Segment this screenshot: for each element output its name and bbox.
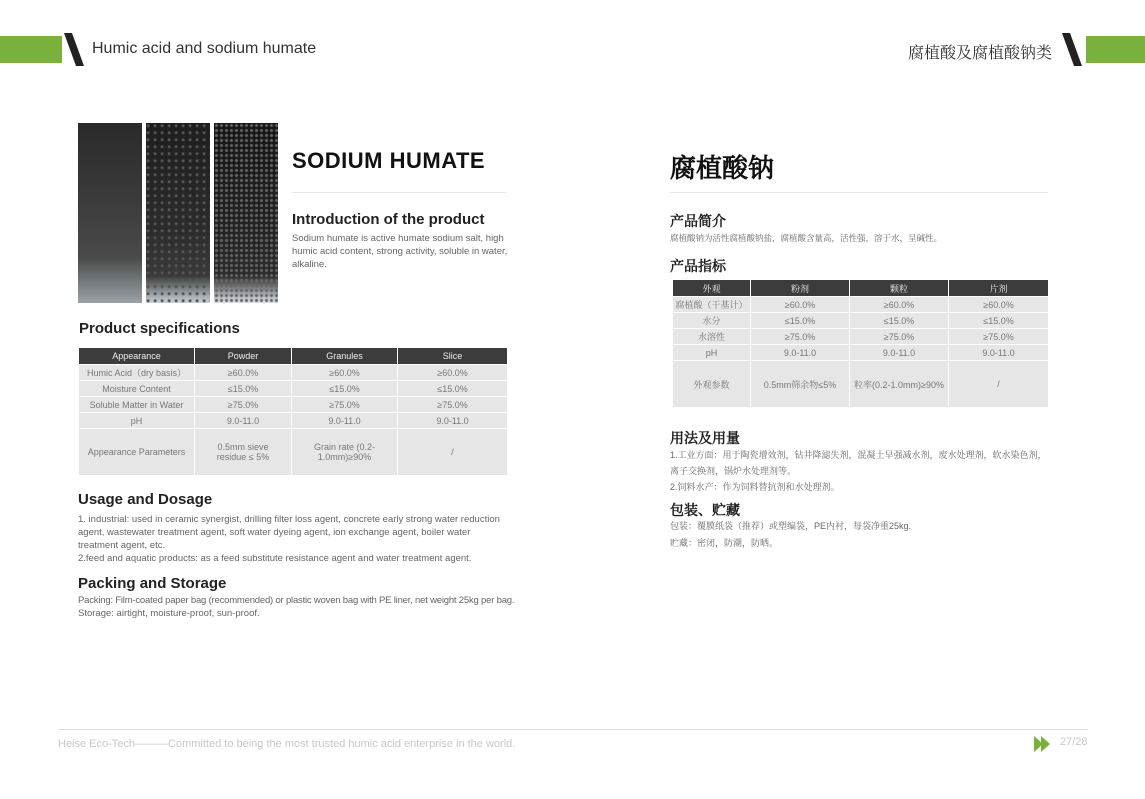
usage-text-en-2: 2.feed and aquatic products: as a feed substitute resistance agent and water treatment agent.: [78, 553, 472, 564]
table-cell: ≥60.0%: [850, 297, 949, 313]
table-header-row: [673, 280, 1049, 297]
table-cell: 9.0-11.0: [751, 345, 850, 361]
table-row: [79, 381, 508, 397]
table-cell: ≥75.0%: [398, 397, 508, 413]
table-cell: ≥60.0%: [292, 365, 398, 381]
intro-heading-en: Introduction of the product: [292, 211, 485, 228]
table-row: [673, 361, 1049, 408]
usage-text-en-1: 1. industrial: used in ceramic synergist, drilling filter loss agent, concrete early strong water reduction agent, wastewater treatment agent, soft water dyeing agent, ion exchange agent, boiler water treatment agent, etc.: [78, 514, 500, 551]
table-row: [673, 297, 1049, 313]
intro-heading-cn: 产品简介: [670, 213, 726, 229]
spec-heading-cn: 产品指标: [670, 258, 726, 274]
table-cell: 外观参数: [673, 361, 751, 408]
table-cell: pH: [673, 345, 751, 361]
table-row: [79, 397, 508, 413]
table-header-cell: 粉剂: [751, 280, 850, 297]
table-cell: ≥75.0%: [292, 397, 398, 413]
table-cell: ≥60.0%: [949, 297, 1049, 313]
table-cell: Soluble Matter in Water: [79, 397, 195, 413]
table-cell: ≤15.0%: [949, 313, 1049, 329]
product-title-cn: 腐植酸钠: [670, 153, 775, 183]
table-cell: ≥75.0%: [949, 329, 1049, 345]
packing-text-cn-2: 贮藏：密闭，防潮，防晒。: [670, 538, 779, 548]
product-title-en: SODIUM HUMATE: [292, 148, 486, 173]
packing-text-en-1: Packing: Film-coated paper bag (recommended) or plastic woven bag with PE liner, net weight 25kg per bag.: [78, 595, 515, 606]
table-cell: ≤15.0%: [292, 381, 398, 397]
table-cell: ≤15.0%: [850, 313, 949, 329]
header-slash-right: [1062, 33, 1082, 66]
spec-table-en: [78, 347, 508, 476]
table-cell: /: [398, 429, 508, 476]
table-row: [79, 429, 508, 476]
header-title-en: Humic acid and sodium humate: [92, 40, 317, 57]
table-row: [79, 365, 508, 381]
table-row: [79, 413, 508, 429]
product-photo-granules: [146, 123, 210, 303]
table-cell: /: [949, 361, 1049, 408]
header-title-cn: 腐植酸及腐植酸钠类: [908, 45, 1053, 62]
table-cell: 0.5mm筛余物≤5%: [751, 361, 850, 408]
table-row: [673, 329, 1049, 345]
product-photo-slice: [214, 123, 278, 303]
table-cell: 水分: [673, 313, 751, 329]
intro-text-cn: 腐植酸钠为活性腐植酸钠盐，腐植酸含量高，活性强，溶于水，呈碱性。: [670, 233, 943, 243]
packing-heading-en: Packing and Storage: [78, 575, 227, 592]
spec-heading-en: Product specifications: [79, 320, 240, 337]
table-row: [673, 345, 1049, 361]
table-cell: 腐植酸（干基计）: [673, 297, 751, 313]
double-chevron-icon: [1041, 736, 1050, 752]
table-cell: ≥75.0%: [751, 329, 850, 345]
table-header-cell: Powder: [195, 348, 292, 365]
table-header-row: [79, 348, 508, 365]
packing-text-en-2: Storage: airtight, moisture-proof, sun-proof.: [78, 608, 260, 619]
usage-text-cn-1: 1.工业方面：用于陶瓷增效剂，钻井降滤失剂，混凝土早强减水剂，废水处理剂，软水染色剂，离子交换剂，锅炉水处理剂等。: [670, 450, 1047, 476]
table-cell: ≤15.0%: [751, 313, 850, 329]
footer-divider: [58, 729, 1088, 730]
header-accent-band-right: [1086, 36, 1145, 63]
table-cell: pH: [79, 413, 195, 429]
table-cell: 粒率(0.2-1.0mm)≥90%: [850, 361, 949, 408]
table-header-cell: 片剂: [949, 280, 1049, 297]
table-header-cell: 外观: [673, 280, 751, 297]
table-cell: Grain rate (0.2-1.0mm)≥90%: [292, 429, 398, 476]
table-cell: ≥75.0%: [195, 397, 292, 413]
table-cell: 0.5mm sieve residue ≤ 5%: [195, 429, 292, 476]
packing-text-cn-1: 包装：覆膜纸袋（推荐）或塑编袋，PE内衬，每袋净重25kg.: [670, 521, 912, 531]
table-cell: Appearance Parameters: [79, 429, 195, 476]
page-number: 27/28: [1060, 736, 1088, 748]
usage-heading-cn: 用法及用量: [670, 430, 740, 446]
table-cell: ≤15.0%: [195, 381, 292, 397]
table-cell: Humic Acid（dry basis）: [79, 365, 195, 381]
table-cell: ≥75.0%: [850, 329, 949, 345]
table-cell: 9.0-11.0: [195, 413, 292, 429]
table-header-cell: Slice: [398, 348, 508, 365]
table-cell: Moisture Content: [79, 381, 195, 397]
title-divider-cn: [670, 192, 1048, 193]
usage-text-cn-2: 2.饲料水产：作为饲料替抗剂和水处理剂。: [670, 482, 840, 492]
spec-table-cn: [672, 279, 1049, 408]
table-header-cell: 颗粒: [850, 280, 949, 297]
header-slash-left: [64, 33, 84, 66]
table-cell: 9.0-11.0: [398, 413, 508, 429]
footer-tagline: Heise Eco-Tech———Committed to being the most trusted humic acid enterprise in the world.: [58, 738, 516, 750]
table-cell: ≤15.0%: [398, 381, 508, 397]
table-cell: 水溶性: [673, 329, 751, 345]
table-cell: ≥60.0%: [398, 365, 508, 381]
table-header-cell: Granules: [292, 348, 398, 365]
table-cell: ≥60.0%: [751, 297, 850, 313]
table-cell: 9.0-11.0: [949, 345, 1049, 361]
header-accent-band-left: [0, 36, 62, 63]
table-row: [673, 313, 1049, 329]
table-cell: 9.0-11.0: [850, 345, 949, 361]
packing-heading-cn: 包装、贮藏: [670, 502, 740, 518]
product-photo-powder: [78, 123, 142, 303]
usage-heading-en: Usage and Dosage: [78, 491, 213, 508]
table-header-cell: Appearance: [79, 348, 195, 365]
title-divider-en: [292, 192, 506, 193]
table-cell: ≥60.0%: [195, 365, 292, 381]
table-cell: 9.0-11.0: [292, 413, 398, 429]
intro-text-en: Sodium humate is active humate sodium salt, high humic acid content, strong activity, soluble in water, alkaline.: [292, 233, 508, 270]
